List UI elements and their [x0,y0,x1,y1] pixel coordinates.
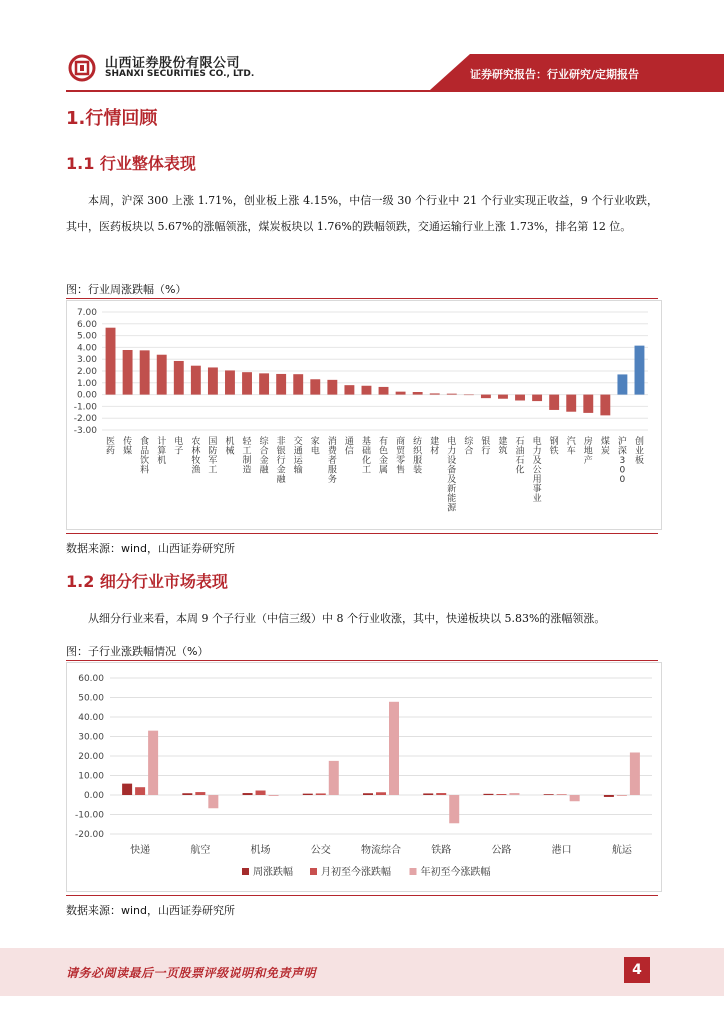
x-tick-label: 机场 [250,845,271,856]
x-tick-label: 煤炭 [600,437,610,457]
x-tick-label: 农林牧渔 [191,437,201,476]
bar [449,795,459,823]
x-tick-label: 有色金属 [379,437,389,476]
y-tick-label: -2.00 [73,414,97,425]
y-tick-label: 40.00 [78,713,104,723]
figure-title-sub-industry: 图：子行业涨跌幅情况（%） [66,645,209,658]
y-tick-label: 3.00 [76,355,97,366]
bar [303,794,313,795]
bar [344,385,354,394]
company-name-en: SHANXI SECURITIES CO., LTD. [105,69,255,79]
report-type-label: 证券研究报告：行业研究/定期报告 [470,68,640,81]
bar [389,702,399,795]
bar [376,792,386,795]
bar [242,372,252,394]
bar [269,795,279,796]
industry-weekly-change-chart [66,300,662,530]
legend-swatch [410,868,417,875]
y-tick-label: -10.00 [74,810,104,821]
bar [208,795,218,808]
legend-label: 周涨跌幅 [253,867,293,878]
x-tick-label: 航空 [190,845,211,856]
subsection-heading-1-1: 1.1 行业整体表现 [66,154,196,173]
company-name-cn: 山西证券股份有限公司 [105,56,241,71]
overall-performance-paragraph: 本周，沪深 300 上涨 1.71%，创业板上涨 4.15%，中信一级 30 个行业中 21 个行业实现正收益，9 个行业收跌，其中，医药板块以 5.67%的涨幅领涨，煤炭板块以 1.76%的跌幅领跌，交通运输行业上涨 1.73%，排名第 12 位。 [66,194,658,233]
y-tick-label: 1.00 [76,378,97,389]
x-tick-label: 电力设备及新能源 [447,437,457,514]
x-tick-label: 通信 [344,437,354,457]
bar [430,393,440,394]
bar [532,395,542,401]
bar [122,784,132,795]
bar [423,793,433,795]
bar [436,793,446,795]
x-tick-label: 物流综合 [361,845,401,856]
x-tick-label: 国防军工 [208,437,218,476]
x-tick-label: 建材 [430,437,440,457]
x-tick-label: 机械 [225,437,235,457]
bar [140,350,150,394]
y-tick-label: 30.00 [78,732,104,743]
bar [544,794,554,795]
x-tick-label: 交通运输 [293,437,303,476]
bar [379,387,389,395]
x-tick-label: 航运 [611,845,632,856]
legend-swatch [310,868,317,875]
sub-industry-change-chart [66,662,662,892]
bar [549,395,559,410]
page-number: 4 [624,957,650,983]
bar [583,395,593,413]
bar [243,793,253,795]
data-source-note: 数据来源：wind，山西证券研究所 [66,542,236,555]
bar [195,792,205,795]
bar [363,793,373,795]
y-tick-label: 0.00 [76,390,97,401]
x-tick-label: 汽车 [566,437,576,457]
bar [630,752,640,795]
y-tick-label: 10.00 [78,771,104,782]
x-tick-label: 家电 [310,437,320,457]
x-tick-label: 商贸零售 [396,437,406,476]
bar [617,795,627,796]
bar [600,395,610,416]
y-tick-label: -1.00 [73,402,97,413]
y-tick-label: 0.00 [83,791,104,801]
bar [182,793,192,795]
bar [447,394,457,395]
x-tick-label: 传媒 [123,437,133,457]
bar [570,795,580,801]
bar [635,346,645,395]
bar [293,374,303,394]
legend-swatch [242,868,249,875]
figure-divider [66,533,658,534]
x-tick-label: 房地产 [583,437,593,466]
bar [557,794,567,795]
y-tick-label: 4.00 [76,343,97,354]
data-source-note: 数据来源：wind，山西证券研究所 [66,904,236,917]
subsection-heading-1-2: 1.2 细分行业市场表现 [66,572,228,591]
bar [276,374,286,395]
x-tick-label: 轻工制造 [242,437,252,476]
figure-divider [66,660,658,661]
bar [316,793,326,795]
x-tick-label: 沪深 3 0 0 [617,437,627,485]
bar [225,370,235,394]
bar [464,395,474,396]
bar [106,328,116,395]
bar [617,374,627,394]
bar [498,395,508,399]
x-tick-label: 综合金融 [259,437,269,476]
y-tick-label: 7.00 [76,308,97,318]
bar [174,361,184,395]
bar [259,373,269,394]
y-tick-label: 5.00 [76,331,97,342]
bar [396,392,406,395]
legend-label: 年初至今涨跌幅 [420,867,491,878]
x-tick-label: 铁路 [431,845,452,856]
x-tick-label: 医药 [106,437,116,457]
x-tick-label: 基础化工 [361,437,371,476]
legend-label: 月初至今涨跌幅 [321,867,391,878]
bar [123,350,133,395]
bar [413,392,423,395]
y-tick-label: -20.00 [74,830,104,840]
bar [327,380,337,395]
y-tick-label: -3.00 [73,426,97,436]
x-tick-label: 纺织服装 [413,437,423,476]
y-tick-label: 60.00 [78,674,104,684]
y-tick-label: 2.00 [76,367,97,377]
x-tick-label: 公交 [310,845,331,856]
bar [604,795,614,797]
x-tick-label: 计算机 [157,437,167,466]
figure-divider [66,895,658,896]
bar [566,395,576,412]
bar [496,794,506,795]
bar [310,379,320,394]
y-tick-label: 50.00 [78,693,104,704]
x-tick-label: 公路 [491,845,512,856]
x-tick-label: 电子 [174,437,184,457]
bar [157,355,167,395]
bar [135,787,145,795]
x-tick-label: 建筑 [498,437,508,457]
figure-divider [66,298,658,299]
x-tick-label: 消费者服务 [327,437,337,485]
figure-title-industry: 图：行业周涨跌幅（%） [66,283,187,296]
bar [329,761,339,795]
x-tick-label: 石油石化 [515,437,525,476]
x-tick-label: 钢铁 [549,437,559,457]
bar [148,731,158,795]
bar [362,386,372,395]
x-tick-label: 港口 [551,845,572,856]
y-tick-label: 20.00 [78,752,104,762]
x-tick-label: 综合 [464,437,474,457]
bar [256,791,266,795]
x-tick-label: 食品饮料 [140,437,150,476]
bar [483,794,493,795]
section-heading: 1.行情回顾 [66,108,158,129]
x-tick-label: 电力及公用事业 [532,437,542,504]
bar [509,793,519,795]
x-tick-label: 快递 [130,845,151,856]
company-logo-icon [66,54,98,82]
bar [208,367,218,394]
x-tick-label: 非银行金融 [276,437,286,485]
sub-industry-paragraph: 从细分行业来看，本周 9 个子行业（中信三级）中 8 个行业收涨，其中，快递板块以 5.83%的涨幅领涨。 [88,612,606,625]
bar [191,366,201,395]
disclaimer-notice: 请务必阅读最后一页股票评级说明和免责声明 [66,966,317,980]
header-divider [66,90,724,92]
bar [481,395,491,399]
bar [515,395,525,401]
x-tick-label: 创业板 [634,437,644,466]
x-tick-label: 银行 [481,437,491,457]
y-tick-label: 6.00 [76,319,97,330]
